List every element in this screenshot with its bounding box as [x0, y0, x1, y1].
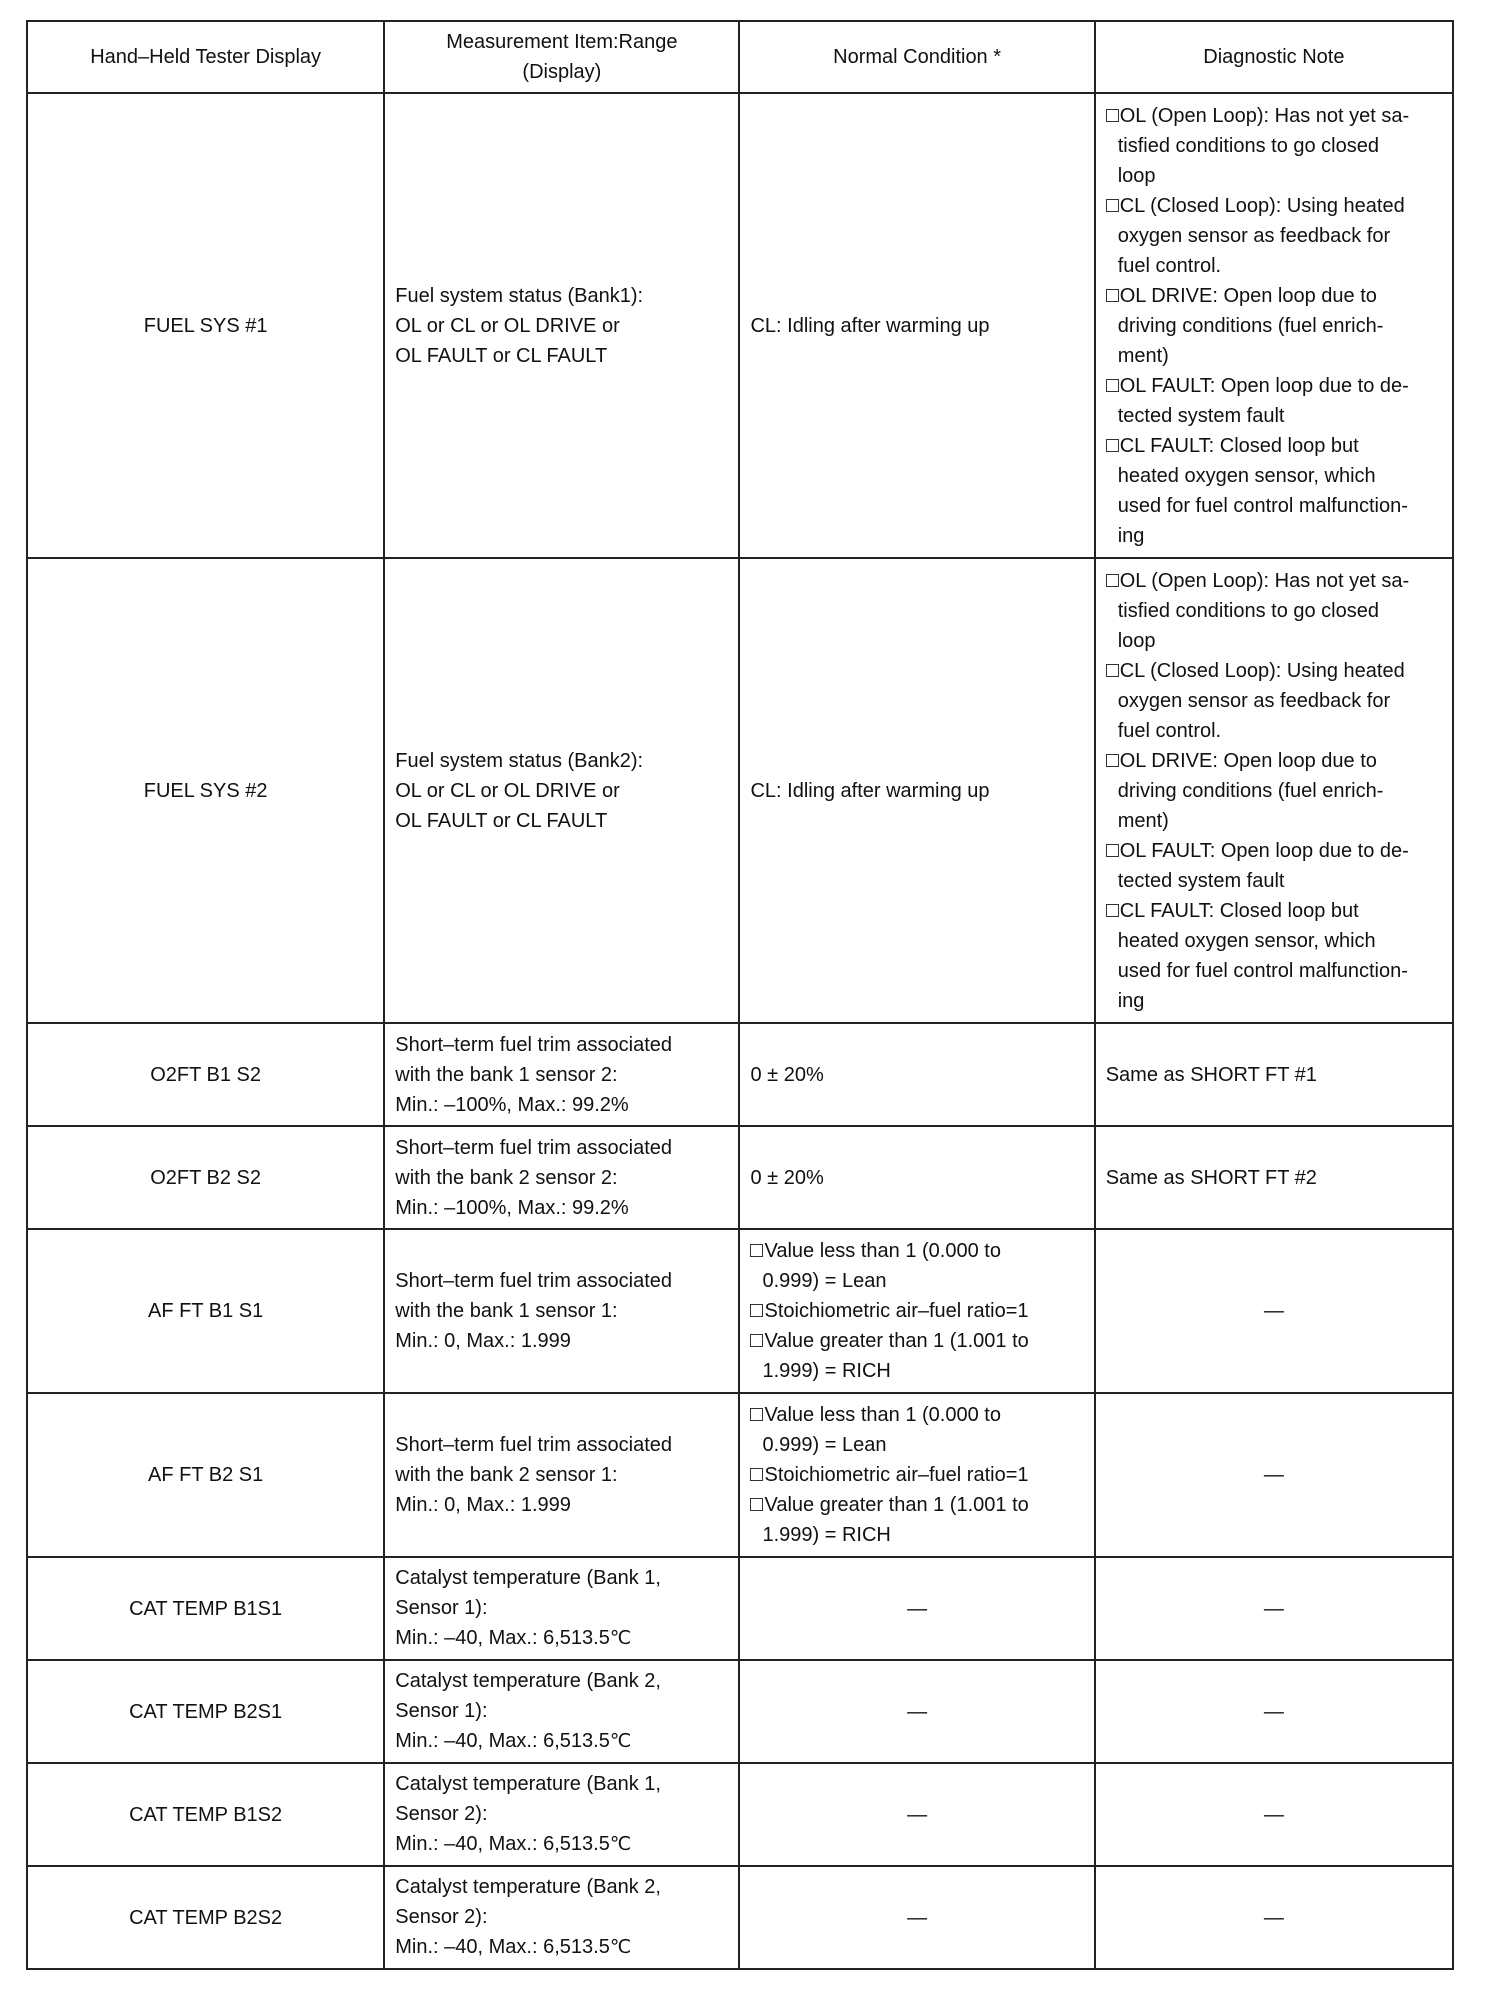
diagnostic-note-line — [1106, 491, 1442, 521]
measurement-line — [395, 1133, 728, 1163]
normal-condition-cell — [739, 1660, 1094, 1763]
measurement-text: Short–term fuel trim associated — [395, 1270, 673, 1292]
measurement-line — [395, 1563, 728, 1593]
checkbox-bullet-icon — [1106, 574, 1119, 587]
measurement-line — [395, 1872, 728, 1902]
measurement-cell — [384, 1557, 739, 1660]
normal-condition-cell — [739, 558, 1094, 1023]
measurement-text: Short–term fuel trim associated — [395, 1434, 673, 1456]
measurement-cell — [384, 1126, 739, 1229]
diagnostic-note-line — [1106, 986, 1442, 1016]
diagnostic-note-line: Same as SHORT FT #2 — [1105, 1166, 1317, 1189]
normal-condition-line — [750, 1520, 1083, 1550]
checkbox-bullet-icon — [750, 1244, 763, 1257]
display-name-cell: CAT TEMP B2S2 — [27, 1866, 384, 1969]
display-name-cell: FUEL SYS #2 — [27, 558, 384, 1023]
normal-condition-line: CL: Idling after warming up — [750, 314, 990, 337]
measurement-text: OL or CL or OL DRIVE or — [395, 779, 620, 802]
measurement-text: Short–term fuel trim associated — [395, 1033, 673, 1056]
diagnostic-note-text: oxygen sensor as feedback for — [1117, 689, 1391, 712]
checkbox-bullet-icon — [1106, 754, 1119, 767]
measurement-cell — [384, 558, 739, 1023]
normal-condition-cell — [739, 1393, 1094, 1557]
measurement-text: Min.: –100%, Max.: 99.2% — [395, 1093, 629, 1116]
table-row — [27, 1660, 1453, 1763]
normal-condition-text: Value greater than 1 (1.001 to — [764, 1494, 1029, 1516]
measurement-line — [395, 1829, 728, 1860]
measurement-line — [395, 1266, 728, 1296]
measurement-text: Min.: –40, Max.: 6,513.5 — [395, 1833, 610, 1855]
diagnostic-note-text: used for fuel control malfunction- — [1117, 494, 1408, 517]
diagnostic-note-line — [1106, 866, 1442, 896]
diagnostic-note-line — [1106, 656, 1442, 686]
checkbox-bullet-icon — [1106, 904, 1119, 917]
header-measurement-line2: (Display) — [522, 61, 602, 83]
table-header-row — [27, 21, 1453, 93]
measurement-cell — [384, 1866, 739, 1969]
measurement-text: Min.: 0, Max.: 1.999 — [395, 1330, 571, 1352]
diagnostic-note-line — [1106, 431, 1442, 461]
measurement-line — [395, 1193, 728, 1223]
measurement-text: Min.: 0, Max.: 1.999 — [395, 1494, 571, 1516]
normal-condition-line — [750, 1296, 1083, 1326]
diagnostic-note-cell — [1095, 1393, 1453, 1557]
diagnostic-note-line — [1106, 311, 1442, 341]
diagnostic-note-line — [1106, 776, 1442, 806]
diagnostic-note-cell — [1095, 1229, 1453, 1393]
measurement-line — [395, 776, 728, 806]
normal-condition-cell — [739, 1229, 1094, 1393]
diagnostic-note-cell — [1095, 93, 1453, 558]
measurement-line — [395, 341, 728, 371]
measurement-line — [395, 1623, 728, 1654]
data-list-table — [26, 20, 1454, 1970]
measurement-line — [395, 1326, 728, 1356]
header-measurement — [384, 21, 739, 93]
measurement-line — [395, 1030, 728, 1060]
measurement-text: with the bank 1 sensor 2: — [395, 1063, 618, 1086]
measurement-text: Sensor 2): — [395, 1803, 488, 1825]
diagnostic-note-text: CL (Closed Loop): Using heated — [1119, 194, 1405, 217]
normal-condition-cell — [739, 1763, 1094, 1866]
diagnostic-note-line — [1106, 716, 1442, 746]
checkbox-bullet-icon — [1106, 289, 1119, 302]
measurement-text: with the bank 2 sensor 2: — [395, 1166, 618, 1189]
measurement-line — [395, 1902, 728, 1932]
display-name-cell: CAT TEMP B2S1 — [27, 1660, 384, 1763]
measurement-line — [395, 806, 728, 836]
unit-celsius: ℃ — [609, 1628, 632, 1649]
checkbox-bullet-icon — [750, 1304, 763, 1317]
diagnostic-note-text: ment) — [1117, 344, 1169, 367]
measurement-line — [395, 1163, 728, 1193]
measurement-text: Min.: –40, Max.: 6,513.5 — [395, 1936, 610, 1958]
diagnostic-note-text: oxygen sensor as feedback for — [1117, 224, 1391, 247]
diagnostic-note-dash: — — [1263, 1803, 1284, 1826]
diagnostic-note-text: OL (Open Loop): Has not yet sa- — [1119, 569, 1410, 592]
measurement-text: Catalyst temperature (Bank 2, — [395, 1670, 661, 1692]
measurement-cell — [384, 1023, 739, 1126]
normal-condition-cell — [739, 1126, 1094, 1229]
checkbox-bullet-icon — [1106, 199, 1119, 212]
checkbox-bullet-icon — [750, 1408, 763, 1421]
measurement-text: Sensor 1): — [395, 1700, 488, 1722]
normal-condition-line: CL: Idling after warming up — [750, 779, 990, 802]
table-row — [27, 1023, 1453, 1126]
diagnostic-note-text: OL FAULT: Open loop due to de- — [1119, 374, 1409, 397]
diagnostic-note-line — [1106, 686, 1442, 716]
normal-condition-line — [750, 1430, 1083, 1460]
display-name-cell: O2FT B1 S2 — [27, 1023, 384, 1126]
display-name-cell: FUEL SYS #1 — [27, 93, 384, 558]
normal-condition-cell — [739, 1023, 1094, 1126]
diagnostic-note-line — [1106, 926, 1442, 956]
display-name-cell: CAT TEMP B1S2 — [27, 1763, 384, 1866]
normal-condition-line: 0 ± 20% — [750, 1166, 824, 1189]
normal-condition-text: Value greater than 1 (1.001 to — [764, 1330, 1029, 1352]
normal-condition-line: 0 ± 20% — [750, 1063, 824, 1086]
diagnostic-note-line — [1106, 101, 1442, 131]
measurement-cell — [384, 1229, 739, 1393]
diagnostic-note-line — [1106, 746, 1442, 776]
measurement-line — [395, 1932, 728, 1963]
diagnostic-note-text: ing — [1117, 524, 1145, 547]
diagnostic-note-text: CL FAULT: Closed loop but — [1119, 899, 1359, 922]
diagnostic-note-text: OL FAULT: Open loop due to de- — [1119, 839, 1409, 862]
checkbox-bullet-icon — [750, 1334, 763, 1347]
diagnostic-note-cell — [1095, 1866, 1453, 1969]
diagnostic-note-line — [1106, 896, 1442, 926]
diagnostic-note-cell — [1095, 1126, 1453, 1229]
measurement-line — [395, 1666, 728, 1696]
measurement-line — [395, 1726, 728, 1757]
diagnostic-note-text: ing — [1117, 989, 1145, 1012]
header-normal-condition: Normal Condition * — [739, 21, 1094, 93]
table-row — [27, 93, 1453, 558]
checkbox-bullet-icon — [1106, 109, 1119, 122]
normal-condition-text: 0.999) = Lean — [762, 1270, 887, 1292]
normal-condition-dash: — — [907, 1597, 928, 1620]
measurement-text: Min.: –40, Max.: 6,513.5 — [395, 1730, 610, 1752]
diagnostic-note-dash: — — [1263, 1464, 1284, 1486]
checkbox-bullet-icon — [1106, 844, 1119, 857]
measurement-line — [395, 1460, 728, 1490]
normal-condition-text: 1.999) = RICH — [762, 1524, 891, 1546]
diagnostic-note-line — [1106, 401, 1442, 431]
diagnostic-note-text: tisfied conditions to go closed — [1117, 134, 1379, 157]
diagnostic-note-text: loop — [1117, 629, 1156, 652]
diagnostic-note-text: CL (Closed Loop): Using heated — [1119, 659, 1405, 682]
table-row — [27, 1126, 1453, 1229]
normal-condition-line — [750, 1356, 1083, 1386]
measurement-text: Min.: –40, Max.: 6,513.5 — [395, 1627, 610, 1649]
header-diagnostic-note: Diagnostic Note — [1095, 21, 1453, 93]
diagnostic-note-dash: — — [1263, 1700, 1284, 1723]
diagnostic-note-cell — [1095, 558, 1453, 1023]
header-display: Hand–Held Tester Display — [27, 21, 384, 93]
measurement-line — [395, 1769, 728, 1799]
diagnostic-note-line — [1106, 566, 1442, 596]
measurement-line — [395, 1060, 728, 1090]
diagnostic-note-line — [1106, 626, 1442, 656]
diagnostic-note-text: fuel control. — [1117, 719, 1222, 742]
normal-condition-text: Stoichiometric air–fuel ratio=1 — [764, 1300, 1029, 1322]
unit-celsius: ℃ — [609, 1731, 632, 1752]
measurement-line — [395, 746, 728, 776]
unit-celsius: ℃ — [609, 1834, 632, 1855]
diagnostic-note-text: heated oxygen sensor, which — [1117, 929, 1376, 952]
normal-condition-line — [750, 1490, 1083, 1520]
diagnostic-note-text: driving conditions (fuel enrich- — [1117, 779, 1384, 802]
measurement-text: Sensor 1): — [395, 1597, 488, 1619]
measurement-line — [395, 1296, 728, 1326]
diagnostic-note-cell — [1095, 1023, 1453, 1126]
measurement-cell — [384, 1393, 739, 1557]
table-row — [27, 1393, 1453, 1557]
measurement-cell — [384, 1660, 739, 1763]
display-name-cell: AF FT B2 S1 — [27, 1393, 384, 1557]
diagnostic-note-text: heated oxygen sensor, which — [1117, 464, 1376, 487]
display-name-cell: AF FT B1 S1 — [27, 1229, 384, 1393]
checkbox-bullet-icon — [1106, 439, 1119, 452]
normal-condition-dash: — — [907, 1700, 928, 1723]
measurement-text: Fuel system status (Bank1): — [395, 284, 644, 307]
checkbox-bullet-icon — [1106, 379, 1119, 392]
diagnostic-note-text: tisfied conditions to go closed — [1117, 599, 1379, 622]
measurement-text: Catalyst temperature (Bank 2, — [395, 1876, 661, 1898]
normal-condition-cell — [739, 1557, 1094, 1660]
normal-condition-cell — [739, 93, 1094, 558]
normal-condition-dash: — — [907, 1803, 928, 1826]
diagnostic-note-text: OL DRIVE: Open loop due to — [1119, 284, 1377, 307]
diagnostic-note-line — [1106, 596, 1442, 626]
diagnostic-note-line — [1106, 341, 1442, 371]
normal-condition-text: Value less than 1 (0.000 to — [764, 1404, 1001, 1426]
table-row — [27, 1229, 1453, 1393]
measurement-cell — [384, 93, 739, 558]
normal-condition-text: Stoichiometric air–fuel ratio=1 — [764, 1464, 1029, 1486]
checkbox-bullet-icon — [750, 1498, 763, 1511]
diagnostic-note-text: tected system fault — [1117, 869, 1285, 892]
measurement-line — [395, 1490, 728, 1520]
table-row — [27, 1866, 1453, 1969]
unit-celsius: ℃ — [609, 1937, 632, 1958]
normal-condition-line — [750, 1460, 1083, 1490]
measurement-text: OL FAULT or CL FAULT — [395, 809, 608, 832]
diagnostic-note-line — [1106, 281, 1442, 311]
diagnostic-note-dash: — — [1263, 1597, 1284, 1620]
diagnostic-note-dash: — — [1263, 1906, 1284, 1929]
diagnostic-note-line — [1106, 191, 1442, 221]
normal-condition-line — [750, 1326, 1083, 1356]
diagnostic-note-line — [1106, 806, 1442, 836]
diagnostic-note-line — [1106, 461, 1442, 491]
normal-condition-cell — [739, 1866, 1094, 1969]
normal-condition-text: 0.999) = Lean — [762, 1434, 887, 1456]
diagnostic-note-text: tected system fault — [1117, 404, 1285, 427]
measurement-cell — [384, 1763, 739, 1866]
diagnostic-note-line — [1106, 521, 1442, 551]
measurement-text: Sensor 2): — [395, 1906, 488, 1928]
measurement-line — [395, 281, 728, 311]
measurement-text: Short–term fuel trim associated — [395, 1136, 673, 1159]
table-row — [27, 1557, 1453, 1660]
measurement-line — [395, 1593, 728, 1623]
table-row — [27, 1763, 1453, 1866]
header-measurement-line1: Measurement Item:Range — [446, 31, 678, 53]
normal-condition-text: 1.999) = RICH — [762, 1360, 891, 1382]
normal-condition-dash: — — [907, 1906, 928, 1929]
measurement-text: Catalyst temperature (Bank 1, — [395, 1567, 661, 1589]
normal-condition-line — [750, 1400, 1083, 1430]
checkbox-bullet-icon — [1106, 664, 1119, 677]
diagnostic-note-text: CL FAULT: Closed loop but — [1119, 434, 1359, 457]
diagnostic-note-line — [1106, 131, 1442, 161]
measurement-text: Catalyst temperature (Bank 1, — [395, 1773, 661, 1795]
measurement-line — [395, 1696, 728, 1726]
measurement-line — [395, 1430, 728, 1460]
measurement-line — [395, 311, 728, 341]
measurement-text: Fuel system status (Bank2): — [395, 749, 644, 772]
measurement-text: OL FAULT or CL FAULT — [395, 344, 608, 367]
normal-condition-line — [750, 1236, 1083, 1266]
diagnostic-note-cell — [1095, 1557, 1453, 1660]
normal-condition-text: Value less than 1 (0.000 to — [764, 1240, 1001, 1262]
display-name-cell: CAT TEMP B1S1 — [27, 1557, 384, 1660]
diagnostic-note-text: loop — [1117, 164, 1156, 187]
diagnostic-note-text: OL (Open Loop): Has not yet sa- — [1119, 104, 1410, 127]
diagnostic-note-line — [1106, 251, 1442, 281]
table-body — [27, 93, 1453, 1969]
measurement-text: with the bank 1 sensor 1: — [395, 1300, 618, 1322]
diagnostic-note-cell — [1095, 1660, 1453, 1763]
checkbox-bullet-icon — [750, 1468, 763, 1481]
diagnostic-note-dash: — — [1263, 1300, 1284, 1322]
diagnostic-note-text: driving conditions (fuel enrich- — [1117, 314, 1384, 337]
diagnostic-note-line — [1106, 956, 1442, 986]
diagnostic-note-text: fuel control. — [1117, 254, 1222, 277]
measurement-text: Min.: –100%, Max.: 99.2% — [395, 1196, 629, 1219]
diagnostic-note-line — [1106, 161, 1442, 191]
normal-condition-line — [750, 1266, 1083, 1296]
display-name-cell: O2FT B2 S2 — [27, 1126, 384, 1229]
diagnostic-note-cell — [1095, 1763, 1453, 1866]
diagnostic-note-line: Same as SHORT FT #1 — [1105, 1063, 1317, 1086]
diagnostic-note-text: ment) — [1117, 809, 1169, 832]
measurement-text: with the bank 2 sensor 1: — [395, 1464, 618, 1486]
measurement-line — [395, 1799, 728, 1829]
table-row — [27, 558, 1453, 1023]
measurement-line — [395, 1090, 728, 1120]
diagnostic-note-line — [1106, 371, 1442, 401]
measurement-text: OL or CL or OL DRIVE or — [395, 314, 620, 337]
diagnostic-note-line — [1106, 221, 1442, 251]
diagnostic-note-text: OL DRIVE: Open loop due to — [1119, 749, 1377, 772]
diagnostic-note-text: used for fuel control malfunction- — [1117, 959, 1408, 982]
diagnostic-note-line — [1106, 836, 1442, 866]
